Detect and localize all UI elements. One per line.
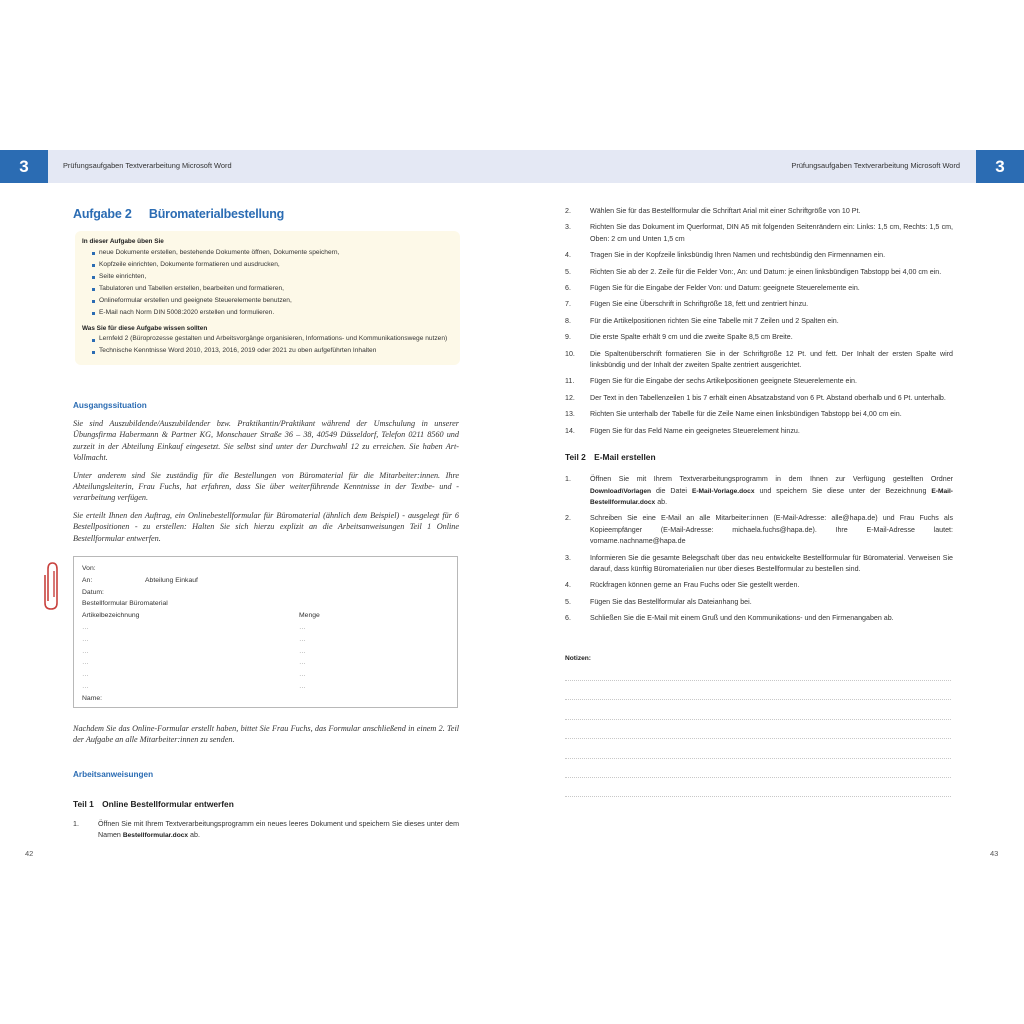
an-label: An:: [82, 576, 93, 584]
article-placeholder: …: [82, 635, 89, 643]
quantity-placeholder: …: [299, 623, 306, 631]
note-line[interactable]: [565, 739, 951, 758]
step-number: 3.: [565, 553, 571, 562]
datum-label: Datum:: [82, 588, 104, 596]
instruction-step: [565, 349, 953, 372]
step-text: Fügen Sie für das Feld Name ein geeignetes Steuerelement hinzu.: [590, 426, 800, 435]
article-placeholder: …: [82, 671, 89, 679]
instruction-step: [565, 283, 953, 294]
part1-heading: [73, 799, 459, 809]
form-table-row: [82, 681, 449, 693]
step-text: Schließen Sie die E-Mail mit einem Gruß und den Kommunikations- und den Firmenangaben ab.: [590, 614, 894, 623]
step-number: 2.: [565, 207, 571, 215]
chapter-number-right: 3: [976, 150, 1024, 183]
form-row-columns: [82, 610, 449, 622]
note-line[interactable]: [565, 700, 951, 719]
step-number: 8.: [565, 316, 571, 325]
column-article: Artikelbezeichnung: [82, 612, 140, 620]
notes-lines: [565, 662, 953, 798]
note-line[interactable]: [565, 720, 951, 739]
instruction-step: [565, 580, 953, 591]
filename: Bestellformular.docx: [122, 832, 189, 840]
notes-label: Notizen:: [565, 654, 592, 662]
after-form-paragraph: Nachdem Sie das Online-Formular erstellt haben, bittet Sie Frau Fuchs, das Formular anschließend in einem 2. Teil der Aufgabe an alle Mitarbeiter:innen zu senden.: [73, 724, 459, 745]
running-header-title-right: Prüfungsaufgaben Textverarbeitung Microsoft Word: [791, 161, 960, 170]
von-label: Von:: [82, 565, 96, 572]
name-label: Name:: [82, 694, 103, 702]
instruction-step: [565, 299, 953, 310]
step-text: Tragen Sie in der Kopfzeile linksbündig Ihren Namen und rechtsbündig den Firmennamen ein.: [590, 251, 886, 260]
task-title: [73, 207, 459, 221]
quantity-placeholder: …: [299, 682, 306, 690]
step-text: Der Text in den Tabellenzeilen 1 bis 7 erhält einen Absatzabstand von 6 Pt. Abstand oberhalb und 6 Pt. unterhalb.: [590, 393, 946, 402]
part2-steps-list: [565, 513, 953, 624]
form-table-row: [82, 669, 449, 681]
instruction-step: [565, 250, 953, 261]
step-text: Fügen Sie das Bestellformular als Dateianhang bei.: [590, 597, 752, 606]
page-number-right: 43: [990, 849, 999, 858]
instruction-step: [565, 267, 953, 278]
filename: E-Mail-Bestellformular.docx: [590, 487, 953, 506]
form-row-datum: [82, 587, 449, 599]
left-page-lower: [73, 723, 459, 847]
note-line[interactable]: [565, 681, 951, 700]
step-number: 1.: [73, 819, 79, 828]
instruction-step: [565, 332, 953, 343]
step-number: 14.: [565, 426, 575, 435]
instruction-step: [565, 376, 953, 387]
form-table-row: [82, 622, 449, 634]
practice-list: [82, 247, 452, 319]
quantity-placeholder: …: [299, 647, 306, 655]
step-number: 1.: [565, 475, 571, 484]
part2-title: E-Mail erstellen: [594, 452, 656, 463]
situation-paragraph: Sie sind Auszubildende/Auszubildender bzw. Praktikantin/Praktikant während der Umschulung in unserer Übungsfirma Habermann & Partner KG, Monschauer Straße 36 – 38, 40549 Düsseldorf, Telefon 0211 8560 und zurzeit in der Abteilung Einkauf eingesetzt. Sie selbst sind unter der Durchwahl 12 zu erreichen. Sie haben Art-Vollmacht.: [73, 419, 459, 463]
practice-item: neue Dokumente erstellen, bestehende Dokumente öffnen, Dokumente speichern,: [82, 247, 452, 259]
step-text-part: die Datei: [651, 486, 692, 495]
instruction-step: [565, 222, 953, 245]
step-text: Richten Sie das Dokument im Querformat, DIN A5 mit folgenden Seitenrändern ein: Links: 1,5 cm, Rechts: 1,5 cm, Oben: 2 cm und Unten 1,5 cm: [590, 223, 953, 243]
part2-number: Teil 2: [565, 452, 586, 463]
page-number-left: 42: [25, 849, 34, 858]
step-number: 10.: [565, 349, 575, 358]
instruction-step: [565, 553, 953, 576]
situation-paragraph: Unter anderem sind Sie zuständig für die Bestellungen von Büromaterial für die Mitarbeiter:innen. Ihre Abteilungsleiterin, Frau Fuchs, hat erfahren, dass Sie über weiterführende Kenntnisse in der Textbe- und -verarbeitung verfügen.: [73, 470, 459, 503]
part2-heading: [565, 452, 953, 462]
practice-heading: In dieser Aufgabe üben Sie: [82, 238, 164, 245]
instruction-step: [565, 409, 953, 420]
step-text: Richten Sie ab der 2. Zeile für die Felder Von:, An: und Datum: je einen linksbündigen Tabstopp bei 4,00 cm ein.: [590, 267, 942, 276]
order-form-example: [73, 556, 458, 708]
instruction-step: [565, 513, 953, 547]
instructions-heading: Arbeitsanweisungen: [73, 769, 154, 779]
instruction-step: [565, 316, 953, 327]
practice-item: Onlineformular erstellen und geeignete Steuerelemente benutzen,: [82, 295, 452, 307]
step-text: Fügen Sie eine Überschrift in Schriftgröße 18, fett und zentriert hinzu.: [590, 300, 809, 309]
instruction-step: [565, 206, 953, 217]
step-text: [590, 474, 953, 508]
step-number: 4.: [565, 581, 571, 590]
practice-item: Seite einrichten,: [82, 271, 452, 283]
an-value: Abteilung Einkauf: [145, 576, 198, 584]
article-placeholder: …: [82, 659, 89, 667]
left-page: [73, 200, 459, 550]
step-number: 13.: [565, 410, 575, 419]
note-line[interactable]: [565, 778, 951, 797]
step-number: 7.: [565, 300, 571, 309]
step-text-part: Öffnen Sie mit Ihrem Textverarbeitungsprogramm in dem Ihnen zur Verfügung gestellten Ordner: [590, 475, 953, 484]
step-number: 5.: [565, 597, 571, 606]
step-text-part: ab.: [188, 831, 200, 840]
step-text: Fügen Sie für die Eingabe der Felder Von: und Datum: geeignete Steuerelemente ein.: [590, 284, 860, 293]
practice-item: Kopfzeile einrichten, Dokumente formatieren und ausdrucken,: [82, 259, 452, 271]
task-number: Aufgabe 2: [73, 207, 132, 221]
form-table-row: [82, 657, 449, 669]
article-placeholder: …: [82, 623, 89, 631]
column-quantity: Menge: [299, 612, 320, 620]
situation-paragraph: Sie erteilt Ihnen den Auftrag, ein Onlinebestellformular für Büromaterial (ähnlich dem Beispiel) - ausgelegt für 6 Bestellpositionen - zu erstellen: Halten Sie sich hierzu explizit an die Arbeitsanweisungen Teil 1 Online Bestellformular entwerfen.: [73, 510, 459, 543]
step-text-part: ab.: [655, 497, 668, 506]
instruction-step: [565, 613, 953, 624]
form-row-title: [82, 598, 449, 610]
knowledge-heading: Was Sie für diese Aufgabe wissen sollten: [82, 325, 208, 332]
instruction-step: [565, 597, 953, 608]
info-box: [75, 231, 460, 365]
step-text: Die erste Spalte erhält 9 cm und die zweite Spalte 8,5 cm Breite.: [590, 333, 793, 342]
note-line[interactable]: [565, 662, 951, 681]
step-text: Rückfragen können gerne an Frau Fuchs oder Sie gestellt werden.: [590, 581, 800, 590]
step-text: Für die Artikelpositionen richten Sie eine Tabelle mit 7 Zeilen und 2 Spalten ein.: [590, 316, 839, 325]
practice-item: Tabulatoren und Tabellen erstellen, bearbeiten und formatieren,: [82, 283, 452, 295]
situation-heading: Ausgangssituation: [73, 401, 147, 410]
form-table-row: [82, 646, 449, 658]
step-text-part: Öffnen Sie mit Ihrem Textverarbeitungsprogramm ein neues leeres Dokument und speichern Sie dieses unter dem Namen: [98, 819, 459, 840]
form-row-von: [82, 563, 449, 575]
article-placeholder: …: [82, 647, 89, 655]
note-line[interactable]: [565, 759, 951, 778]
instruction-step: [565, 426, 953, 437]
quantity-placeholder: …: [299, 659, 306, 667]
paperclip-icon: [42, 561, 60, 611]
form-table-row: [82, 634, 449, 646]
quantity-placeholder: …: [299, 671, 306, 679]
step-text: Schreiben Sie eine E-Mail an alle Mitarbeiter:innen (E-Mail-Adresse: alle@hapa.de) und Frau Fuchs als Kopieempfänger (E-Mail-Adresse: michaela.fuchs@hapa.de). Ihre E-Mail-Adresse lautet: vorname.nachname@hapa.de: [590, 514, 953, 546]
part1-steps-list: [565, 206, 953, 437]
instruction-step: [73, 819, 459, 842]
folder-path: Download\Vorlagen: [590, 487, 652, 495]
form-row-an: [82, 575, 449, 587]
step-text: Richten Sie unterhalb der Tabelle für die Zeile Name einen linksbündigen Tabstopp bei 4,00 cm ein.: [590, 410, 902, 419]
form-row-name: [82, 693, 449, 705]
article-placeholder: …: [82, 682, 89, 690]
step-number: 6.: [565, 284, 571, 293]
running-header-title-left: Prüfungsaufgaben Textverarbeitung Microsoft Word: [63, 161, 232, 170]
step-text: [98, 819, 459, 842]
knowledge-item: Technische Kenntnisse Word 2010, 2013, 2016, 2019 oder 2021 zu oben aufgeführten Inhalten: [82, 346, 452, 355]
filename: E-Mail-Vorlage.docx: [691, 487, 755, 495]
step-number: 3.: [565, 223, 571, 232]
step-text-part: und speichern Sie diese unter der Bezeichnung: [754, 486, 932, 495]
practice-item: E-Mail nach Norm DIN 5008:2020 erstellen und formulieren.: [82, 307, 452, 319]
instruction-step: [565, 474, 953, 508]
step-number: 2.: [565, 514, 571, 523]
part1-number: Teil 1: [73, 798, 94, 809]
knowledge-item: Lernfeld 2 (Büroprozesse gestalten und Arbeitsvorgänge organisieren, Informations- und Kommunikationswege nutzen): [82, 334, 452, 343]
right-page: [565, 200, 953, 797]
step-number: 6.: [565, 614, 571, 623]
form-title: Bestellformular Büromaterial: [82, 600, 168, 608]
step-text: Fügen Sie für die Eingabe der sechs Artikelpositionen geeignete Steuerelemente ein.: [590, 377, 857, 386]
step-number: 12.: [565, 393, 575, 402]
step-number: 11.: [565, 377, 575, 386]
quantity-placeholder: …: [299, 635, 306, 643]
instruction-step: [565, 393, 953, 404]
part1-title: Online Bestellformular entwerfen: [102, 798, 234, 809]
task-name: Büromaterialbestellung: [148, 207, 285, 221]
step-number: 9.: [565, 333, 571, 342]
knowledge-list: [82, 334, 452, 355]
step-number: 4.: [565, 251, 571, 260]
step-text: Informieren Sie die gesamte Belegschaft über das neu entwickelte Bestellformular für Büromaterial. Verweisen Sie darauf, dass künftig Büromaterialien nur über dieses Bestellformular zu bestellen sind.: [590, 553, 953, 573]
step-text: Die Spaltenüberschrift formatieren Sie in der Schriftgröße 12 Pt. und fett. Der Inhalt der ersten Spalte wird linksbündig und der Inhalt der zweiten Spalte zentriert ausgerichtet.: [590, 349, 953, 370]
step-text: Wählen Sie für das Bestellformular die Schriftart Arial mit einer Schriftgröße von 10 Pt.: [590, 207, 861, 215]
step-number: 5.: [565, 267, 571, 276]
chapter-number-left: 3: [0, 150, 48, 183]
